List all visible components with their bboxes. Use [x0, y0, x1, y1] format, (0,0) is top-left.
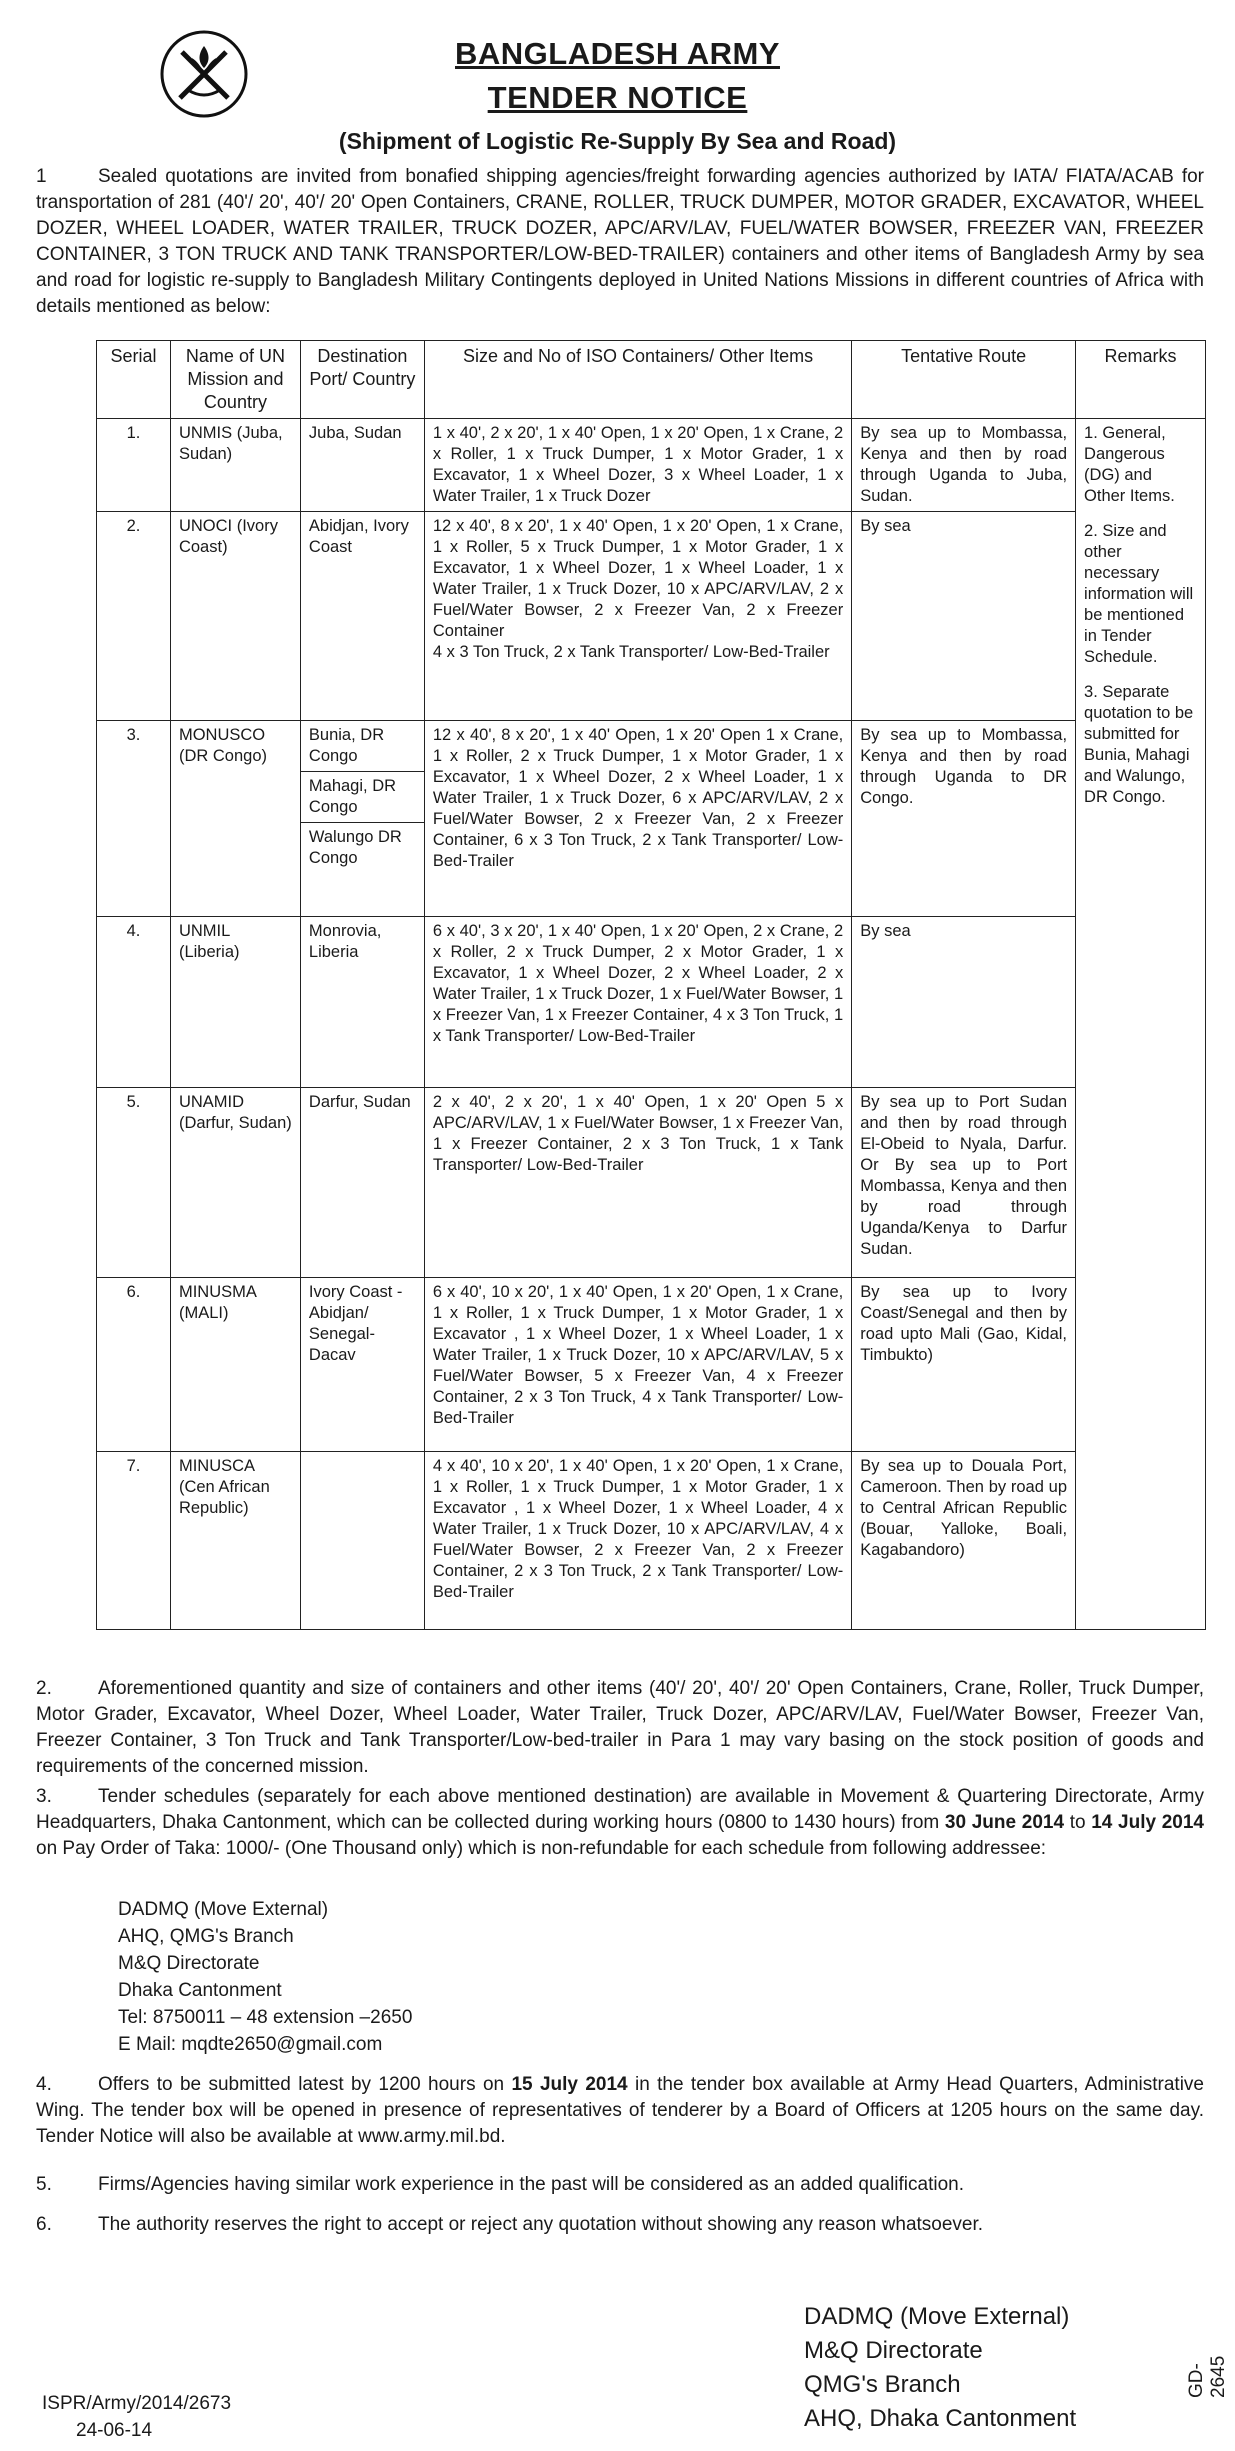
row-mission: UNMIS (Juba, Sudan): [170, 419, 300, 512]
paragraph-text: The authority reserves the right to accept or reject any quotation without showing any reason whatsoever.: [98, 2214, 984, 2235]
tender-table: [96, 340, 1206, 1630]
paragraph-number: 1: [36, 166, 47, 187]
row-items-main: 12 x 40', 8 x 20', 1 x 40' Open, 1 x 20' Open, 1 x Crane, 1 x Roller, 5 x Truck Dumper, 1 x Motor Grader, 1 x Excavator, 1 x Wheel Dozer, 1 x Wheel Loader, 1 x Water Trailer, 1 x Truck Dozer, 10 x APC/ARV/LAV, 2 x Fuel/Water Bowser, 2 x Freezer Van, 2 x Freezer Container: [432, 517, 844, 640]
row-items: 6 x 40', 3 x 20', 1 x 40' Open, 1 x 20' Open, 2 x Crane, 2 x Roller, 2 x Truck Dumper, 2 x Motor Grader, 1 x Excavator, 1 x Wheel Dozer, 2 x Wheel Loader, 2 x Water Trailer, 1 x Truck Dozer, 1 x Fuel/Water Bowser, 1 x Freezer Van, 1 x Freezer Container, 4 x 3 Ton Truck, 1 x Tank Transporter/ Low-Bed-Trailer: [424, 917, 851, 1088]
signature-line: QMG's Branch: [804, 2371, 961, 2398]
destination-walungo: Walungo DR Congo: [301, 822, 424, 869]
row-destination: Abidjan, Ivory Coast: [300, 512, 424, 721]
paragraph-text: in the tender box available at Army Head Quarters, Administrative Wing. The tender box will be opened in presence of representatives of tenderer by a Board of Officers at 1205 hours on the same day. Tender Notice will also be available at www.army.mil.bd.: [36, 2074, 1204, 2147]
row-mission: MINUSCA (Cen African Republic): [170, 1452, 300, 1630]
table-row: [97, 917, 1206, 1088]
table-row: [97, 721, 1206, 917]
row-items-extra: 4 x 3 Ton Truck, 2 x Tank Transporter/ Low-Bed-Trailer: [432, 643, 830, 661]
issue-date: 24-06-14: [76, 2420, 153, 2441]
row-mission: MONUSCO (DR Congo): [170, 721, 300, 917]
row-serial: 7.: [97, 1452, 171, 1630]
remark-2: 2. Size and other necessary information will be mentioned in Tender Schedule.: [1084, 522, 1194, 666]
table-row: [97, 1278, 1206, 1452]
signature-line: AHQ, Dhaka Cantonment: [804, 2405, 1077, 2432]
paragraph-text: Firms/Agencies having similar work experience in the past will be considered as an added qualification.: [98, 2174, 965, 2195]
row-serial: 2.: [97, 512, 171, 721]
header-mission: Name of UN Mission and Country: [170, 341, 300, 419]
row-destination: Darfur, Sudan: [300, 1088, 424, 1278]
row-items: 1 x 40', 2 x 20', 1 x 40' Open, 1 x 20' Open, 1 x Crane, 2 x Roller, 1 x Truck Dumper, 1 x Motor Grader, 1 x Excavator, 1 x Wheel Dozer, 3 x Wheel Loader, 1 x Water Trailer, 1 x Truck Dozer: [424, 419, 851, 512]
row-mission: UNMIL (Liberia): [170, 917, 300, 1088]
notice-subtitle: (Shipment of Logistic Re-Supply By Sea and Road): [338, 128, 897, 154]
paragraph-text: Tender schedules (separately for each above mentioned destination) are available in Movement & Quartering Directorate, Army Headquarters, Dhaka Cantonment, which can be collected during working hours (0800 to 1430 hours) from: [36, 1786, 1204, 1833]
header-remarks: Remarks: [1076, 341, 1206, 419]
addressee-line: M&Q Directorate: [118, 1953, 260, 1974]
destination-bunia: Bunia, DR Congo: [308, 726, 385, 765]
paragraph-number: 4.: [36, 2074, 52, 2095]
submission-deadline-date: 15 July 2014: [511, 2074, 628, 2095]
row-destination: Juba, Sudan: [300, 419, 424, 512]
ispr-reference: ISPR/Army/2014/2673: [42, 2393, 232, 2414]
row-serial: 6.: [97, 1278, 171, 1452]
row-serial: 1.: [97, 419, 171, 512]
paragraph-text: Offers to be submitted latest by 1200 hours on: [98, 2074, 512, 2095]
paragraph-4: [36, 2072, 1204, 2150]
table-row: [97, 1452, 1206, 1630]
addressee-line: Dhaka Cantonment: [118, 1980, 282, 2001]
row-serial: 4.: [97, 917, 171, 1088]
row-items: 4 x 40', 10 x 20', 1 x 40' Open, 1 x 20' Open, 1 x Crane, 1 x Roller, 1 x Truck Dumper, 1 x Motor Grader, 1 x Excavator , 1 x Wheel Dozer, 1 x Wheel Loader, 4 x Water Trailer, 1 x Truck Dozer, 10 x APC/ARV/LAV, 4 x Fuel/Water Bowser, 2 x Freezer Van, 2 x Freezer Container, 2 x 3 Ton Truck, 2 x Tank Transporter/ Low-Bed-Trailer: [424, 1452, 851, 1630]
remark-3: 3. Separate quotation to be submitted for Bunia, Mahagi and Walungo, DR Congo.: [1084, 683, 1194, 806]
row-destination: [300, 721, 424, 917]
row-destination: Monrovia, Liberia: [300, 917, 424, 1088]
paragraph-text: Aforementioned quantity and size of containers and other items (40'/ 20', 40'/ 20' Open Containers, Crane, Roller, Truck Dumper, Motor Grader, Excavator, Wheel Dozer, Wheel Loader, Water Trailer, Truck Dozer, APC/ARV/LAV, Fuel/Water Bowser, Freezer Van, Freezer Container, 3 Ton Truck and Tank Transporter/Low-bed-trailer in Para 1 may vary basing on the stock position of goods and requirements of the concerned mission.: [36, 1678, 1204, 1777]
row-destination: Ivory Coast -Abidjan/ Senegal- Dacav: [300, 1278, 424, 1452]
row-items: 2 x 40', 2 x 20', 1 x 40' Open, 1 x 20' Open 5 x APC/ARV/LAV, 1 x Fuel/Water Bowser, 1 x Freezer Van, 1 x Freezer Container, 2 x 3 Ton Truck, 1 x Tank Transporter/ Low-Bed-Trailer: [424, 1088, 851, 1278]
addressee-block: [118, 1896, 412, 2058]
row-mission: MINUSMA (MALI): [170, 1278, 300, 1452]
schedule-end-date: 14 July 2014: [1091, 1812, 1204, 1833]
paragraph-2: [36, 1676, 1204, 1780]
paragraph-text: to: [1064, 1812, 1092, 1833]
addressee-line: AHQ, QMG's Branch: [118, 1926, 294, 1947]
paragraph-3: [36, 1784, 1204, 1862]
signature-block: [804, 2300, 1076, 2436]
addressee-email: E Mail: mqdte2650@gmail.com: [118, 2034, 383, 2055]
row-route: By sea up to Ivory Coast/Senegal and then by road upto Mali (Gao, Kidal, Timbukto): [852, 1278, 1076, 1452]
paragraph-6: [36, 2212, 1204, 2238]
gd-code: GD-2645: [1186, 2355, 1229, 2398]
reference-block: [42, 2390, 231, 2444]
table-row: [97, 512, 1206, 721]
row-route: By sea: [852, 917, 1076, 1088]
remark-1: 1. General, Dangerous (DG) and Other Items.: [1084, 424, 1175, 505]
paragraph-1: [36, 164, 1204, 320]
paragraph-text: on Pay Order of Taka: 1000/- (One Thousand only) which is non-refundable for each schedule from following addressee:: [36, 1838, 1047, 1859]
header-destination: Destination Port/ Country: [300, 341, 424, 419]
addressee-phone: Tel: 8750011 – 48 extension –2650: [118, 2007, 413, 2028]
notice-title: TENDER NOTICE: [487, 80, 748, 115]
table-row: [97, 1088, 1206, 1278]
addressee-line: DADMQ (Move External): [118, 1899, 329, 1920]
paragraph-number: 5.: [36, 2174, 52, 2195]
row-route: By sea up to Port Sudan and then by road through El-Obeid to Nyala, Darfur. Or By sea up to Port Mombassa, Kenya and then by road through Uganda/Kenya to Darfur Sudan.: [852, 1088, 1076, 1278]
row-items: [424, 512, 851, 721]
row-mission: UNAMID (Darfur, Sudan): [170, 1088, 300, 1278]
row-mission: UNOCI (Ivory Coast): [170, 512, 300, 721]
row-route: By sea up to Mombassa, Kenya and then by road through Uganda to Juba, Sudan.: [852, 419, 1076, 512]
row-destination: [300, 1452, 424, 1630]
row-route: By sea up to Douala Port, Cameroon. Then by road up to Central African Republic (Bouar, Yalloke, Boali, Kagabandoro): [852, 1452, 1076, 1630]
paragraph-text: Sealed quotations are invited from bonafied shipping agencies/freight forwarding agencies authorized by IATA/ FIATA/ACAB for transportation of 281 (40'/ 20', 40'/ 20' Open Containers, CRANE, ROLLER, TRUCK DUMPER, MOTOR GRADER, EXCAVATOR, WHEEL DOZER, WHEEL LOADER, WATER TRAILER, TRUCK DOZER, APC/ARV/LAV, FUEL/WATER BOWSER, FREEZER VAN, FREEZER CONTAINER, 3 TON TRUCK AND TANK TRANSPORTER/LOW-BED-TRAILER) containers and other items of Bangladesh Army by sea and road for logistic re-supply to Bangladesh Military Contingents deployed in United Nations Missions in different countries of Africa with details mentioned as below:: [36, 166, 1204, 317]
row-serial: 3.: [97, 721, 171, 917]
row-route: By sea: [852, 512, 1076, 721]
remarks-cell: [1076, 419, 1206, 1630]
table-header-row: [97, 341, 1206, 419]
table-row: [97, 419, 1206, 512]
paragraph-number: 3.: [36, 1786, 52, 1807]
signature-line: M&Q Directorate: [804, 2337, 983, 2364]
row-serial: 5.: [97, 1088, 171, 1278]
paragraph-number: 6.: [36, 2214, 52, 2235]
header-serial: Serial: [97, 341, 171, 419]
signature-line: DADMQ (Move External): [804, 2303, 1070, 2330]
organization-title: BANGLADESH ARMY: [455, 36, 780, 71]
destination-mahagi: Mahagi, DR Congo: [301, 771, 424, 818]
schedule-start-date: 30 June 2014: [944, 1812, 1065, 1833]
header-items: Size and No of ISO Containers/ Other Items: [424, 341, 851, 419]
paragraph-5: [36, 2172, 1204, 2198]
header-route: Tentative Route: [852, 341, 1076, 419]
row-items: 12 x 40', 8 x 20', 1 x 40' Open, 1 x 20' Open 1 x Crane, 1 x Roller, 2 x Truck Dumper, 1 x Motor Grader, 1 x Excavator, 1 x Wheel Dozer, 2 x Wheel Loader, 1 x Water Trailer, 1 x Truck Dozer, 6 x APC/ARV/LAV, 2 x Fuel/Water Bowser, 2 x Freezer Van, 2 x Freezer Container, 6 x 3 Ton Truck, 2 x Tank Transporter/ Low-Bed-Trailer: [424, 721, 851, 917]
row-route: By sea up to Mombassa, Kenya and then by road through Uganda to DR Congo.: [852, 721, 1076, 917]
paragraph-number: 2.: [36, 1678, 52, 1699]
row-items: 6 x 40', 10 x 20', 1 x 40' Open, 1 x 20' Open, 1 x Crane, 1 x Roller, 1 x Truck Dumper, 1 x Motor Grader, 1 x Excavator , 1 x Wheel Dozer, 1 x Wheel Loader, 1 x Water Trailer, 1 x Truck Dozer, 10 x APC/ARV/LAV, 5 x Fuel/Water Bowser, 5 x Freezer Van, 4 x Freezer Container, 2 x 3 Ton Truck, 4 x Tank Transporter/ Low-Bed-Trailer: [424, 1278, 851, 1452]
